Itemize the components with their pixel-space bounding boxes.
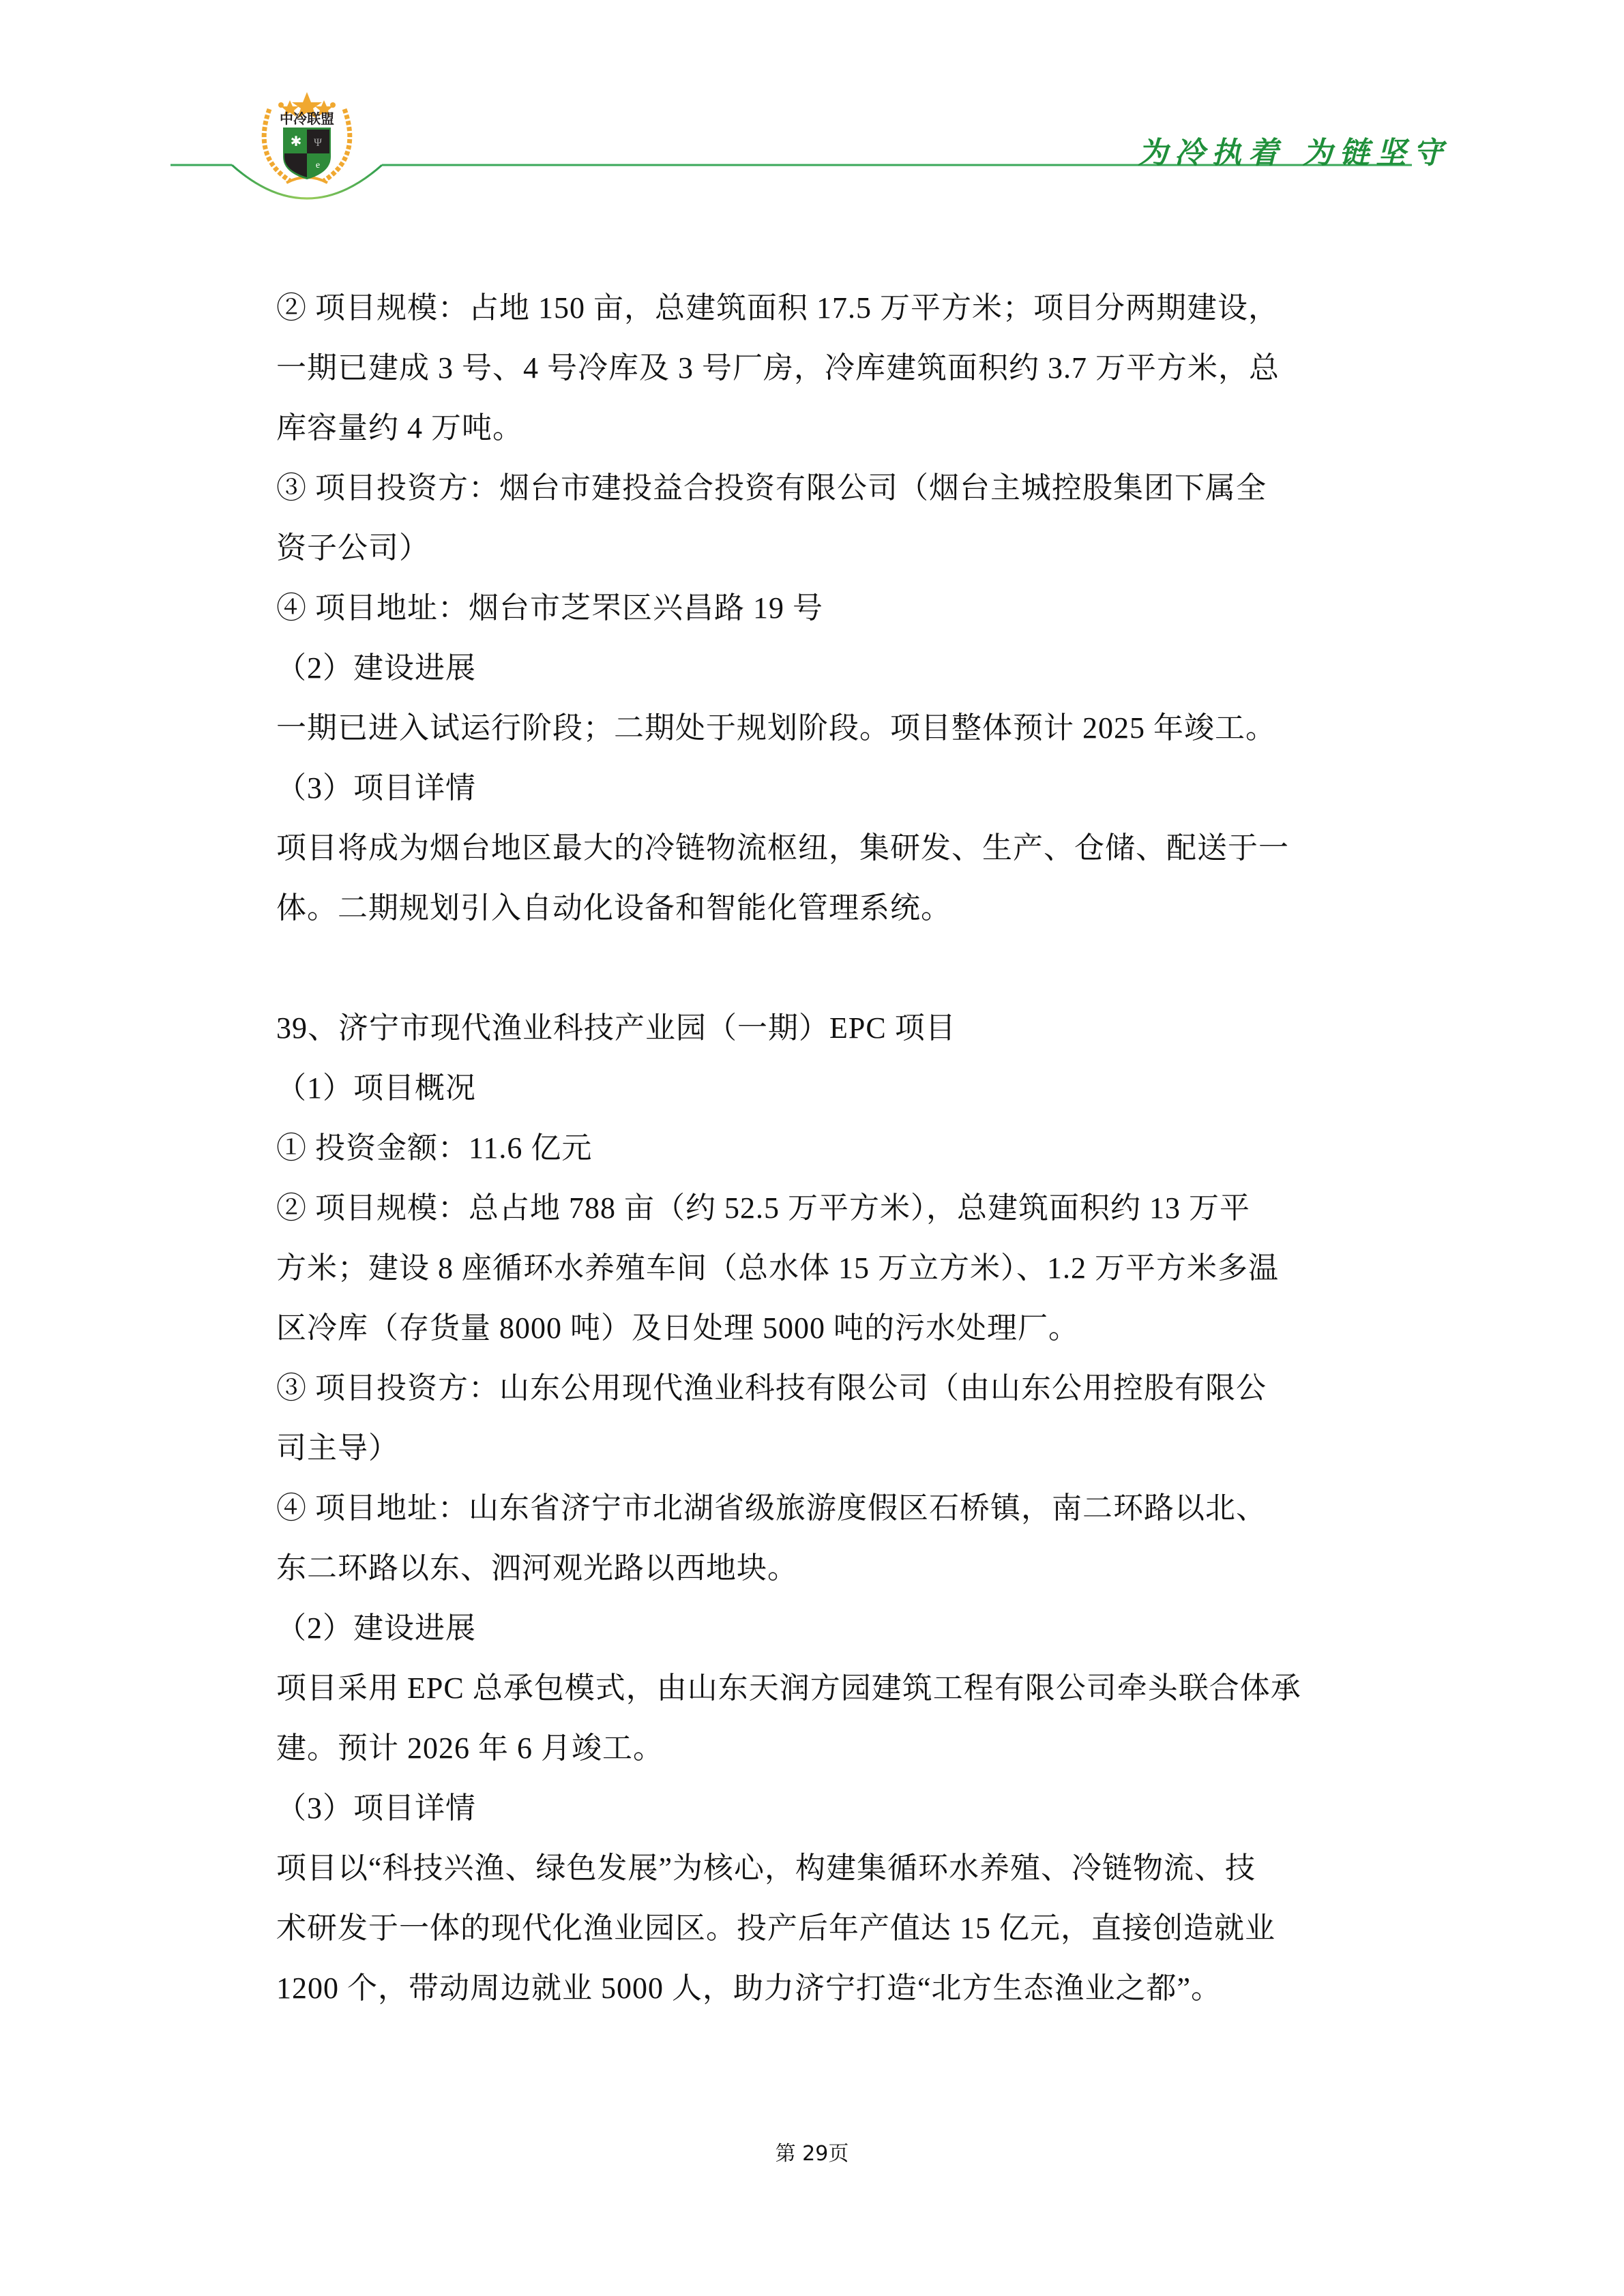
- page-header: [0, 0, 1624, 225]
- overview-item-scale: ② 项目规模：总占地 788 亩（约 52.5 万平方米），总建筑面积约 13 万平: [276, 1191, 1250, 1225]
- prev-project-section: [276, 278, 1368, 938]
- svg-text:Ψ: Ψ: [314, 137, 322, 149]
- header-line-decoration: [0, 0, 1624, 225]
- overview-item-scale: 方米；建设 8 座循环水养殖车间（总水体 15 万立方米）、1.2 万平方米多温: [276, 1251, 1279, 1285]
- project-39-section: [276, 998, 1368, 2018]
- section-spacer: [276, 938, 1368, 998]
- overview-item-investor: ③ 项目投资方：山东公用现代渔业科技有限公司（由山东公用控股有限公: [276, 1371, 1267, 1405]
- overview-item-scale: ② 项目规模：占地 150 亩，总建筑面积 17.5 万平方米；项目分两期建设，: [276, 291, 1279, 325]
- details-heading: （3）项目详情: [276, 771, 476, 805]
- page-number: 第 29页: [775, 2142, 849, 2166]
- progress-heading: （2）建设进展: [276, 1611, 476, 1645]
- overview-item-address: ④ 项目地址：山东省济宁市北湖省级旅游度假区石桥镇，南二环路以北、: [276, 1491, 1267, 1525]
- details-text: 1200 个，带动周边就业 5000 人，助力济宁打造“北方生态渔业之都”。: [276, 1971, 1222, 2005]
- details-heading: （3）项目详情: [276, 1791, 476, 1825]
- progress-heading: （2）建设进展: [276, 651, 476, 685]
- details-text: 项目将成为烟台地区最大的冷链物流枢纽，集研发、生产、仓储、配送于一: [276, 831, 1289, 865]
- document-body: [276, 278, 1368, 2018]
- overview-item-investment: ① 投资金额：11.6 亿元: [276, 1131, 593, 1165]
- project-title: 39、济宁市现代渔业科技产业园（一期）EPC 项目: [276, 1011, 956, 1045]
- details-text: 项目以“科技兴渔、绿色发展”为核心，构建集循环水养殖、冷链物流、技: [276, 1851, 1256, 1885]
- overview-item-scale: 一期已建成 3 号、4 号冷库及 3 号厂房，冷库建筑面积约 3.7 万平方米，总: [276, 351, 1280, 385]
- svg-text:中冷联盟: 中冷联盟: [280, 110, 334, 127]
- details-text: 术研发于一体的现代化渔业园区。投产后年产值达 15 亿元，直接创造就业: [276, 1911, 1275, 1945]
- details-text: 体。二期规划引入自动化设备和智能化管理系统。: [276, 891, 951, 925]
- overview-item-investor: 资子公司）: [276, 531, 430, 565]
- svg-text:e: e: [315, 160, 321, 170]
- header-slogan: 为冷执着 为链坚守: [1138, 136, 1450, 170]
- progress-text: 建。预计 2026 年 6 月竣工。: [276, 1731, 664, 1765]
- overview-heading: （1）项目概况: [276, 1071, 476, 1105]
- overview-item-address: ④ 项目地址：烟台市芝罘区兴昌路 19 号: [276, 591, 823, 625]
- overview-item-scale: 区冷库（存货量 8000 吨）及日处理 5000 吨的污水处理厂。: [276, 1311, 1079, 1345]
- overview-item-scale: 库容量约 4 万吨。: [276, 411, 523, 445]
- progress-text: 一期已进入试运行阶段；二期处于规划阶段。项目整体预计 2025 年竣工。: [276, 711, 1276, 745]
- progress-text: 项目采用 EPC 总承包模式，由山东天润方园建筑工程有限公司牵头联合体承: [276, 1671, 1301, 1705]
- overview-item-address: 东二环路以东、泗河观光路以西地块。: [276, 1551, 798, 1585]
- ccca-logo: [264, 92, 350, 183]
- overview-item-investor: ③ 项目投资方：烟台市建投益合投资有限公司（烟台主城控股集团下属全: [276, 471, 1267, 505]
- overview-item-investor: 司主导）: [276, 1431, 399, 1465]
- svg-text:✱: ✱: [290, 134, 302, 149]
